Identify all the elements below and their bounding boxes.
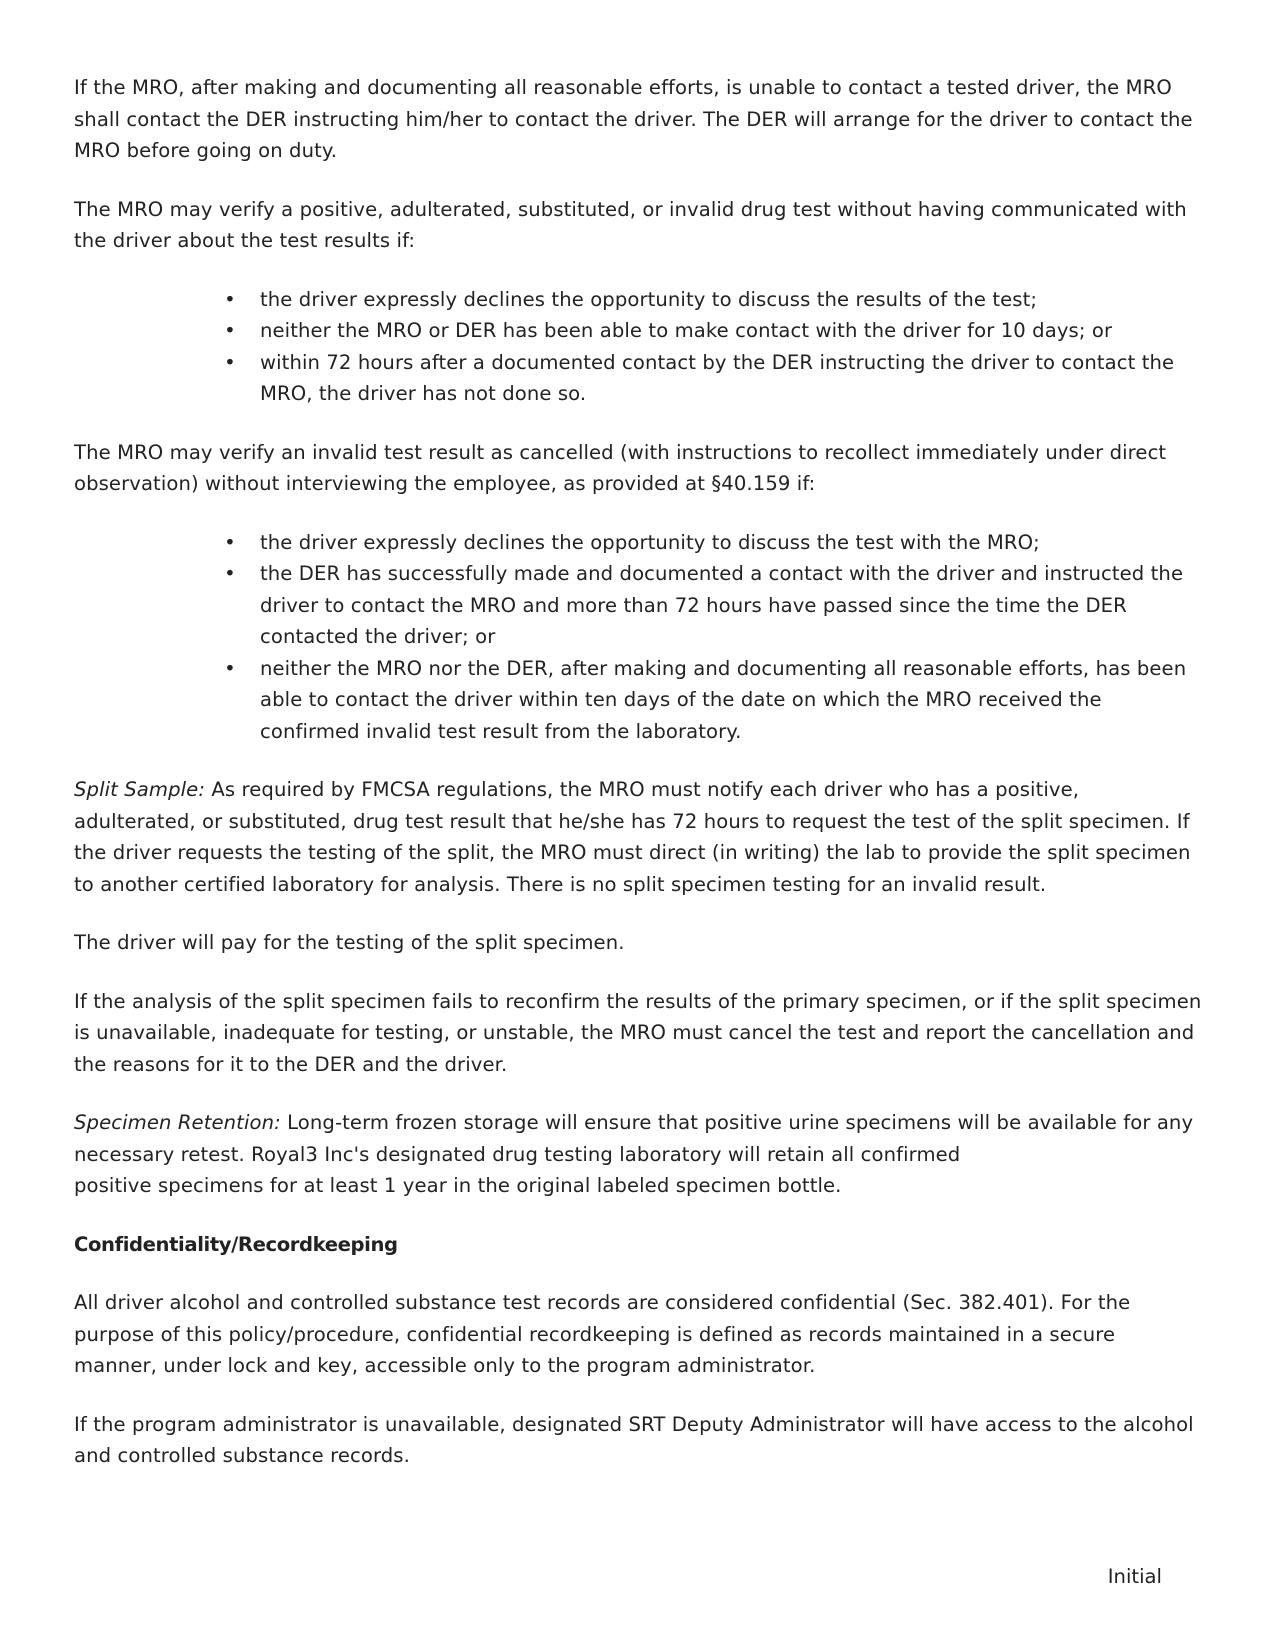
list-item-text: neither the MRO or DER has been able to make contact with the driver for 10 days; or [260, 319, 1113, 342]
list-item [224, 347, 1204, 410]
list-item-text: the DER has successfully made and documented a contact with the driver and instructed the driver to contact the MRO and more than 72 hours have passed since the time the DER contacted the driver; or [260, 562, 1184, 648]
list-item-text: the driver expressly declines the opportunity to discuss the results of the test; [260, 287, 1038, 311]
specimen-retention-text-continued: positive specimens for at least 1 year in the original labeled specimen bottle. [74, 1174, 842, 1197]
list-verify-invalid-conditions [74, 527, 1204, 748]
list-item-text: the driver expressly declines the opportunity to discuss the test with the MRO; [260, 530, 1040, 554]
bullet-icon: • [224, 287, 236, 311]
bullet-icon: • [224, 656, 236, 680]
document-body [74, 72, 1204, 1499]
paragraph-confidential-records: All driver alcohol and controlled substance test records are considered confidential (Sec. 382.401). For the purpose of this policy/procedure, confidential recordkeeping is defined as records maintained in a secure manner, under lock and key, accessible only to the program administrator. [74, 1291, 1131, 1377]
paragraph-split-sample [74, 774, 1204, 900]
split-sample-label: Split Sample: [74, 778, 206, 801]
specimen-retention-label: Specimen Retention: [74, 1111, 281, 1134]
list-item-text: within 72 hours after a documented contact by the DER instructing the driver to contact the MRO, the driver has not done so. [260, 350, 1175, 405]
paragraph-verify-invalid: The MRO may verify an invalid test result as cancelled (with instructions to recollect immediately under direct observation) without interviewing the employee, as provided at §40.159 if: [74, 440, 1167, 495]
bullet-icon: • [224, 319, 236, 342]
paragraph-deputy-access: If the program administrator is unavailable, designated SRT Deputy Administrator will have access to the alcohol and controlled substance records. [74, 1412, 1194, 1467]
split-sample-text: As required by FMCSA regulations, the MRO must notify each driver who has a positive, adulterated, or substituted, drug test result that he/she has 72 hours to request the test of the split specimen. If the driver requests the testing of the split, the MRO must direct (in writing) the lab to provide the split specimen to another certified laboratory for analysis. There is no split specimen testing for an invalid result. [74, 778, 1191, 896]
bullet-icon: • [224, 530, 236, 554]
list-item [224, 284, 1204, 316]
bullet-icon: • [224, 350, 236, 374]
list-item [224, 527, 1204, 559]
initial-label: Initial [1107, 1565, 1162, 1588]
list-item [224, 315, 1204, 347]
paragraph-verify-positive: The MRO may verify a positive, adulterated, substituted, or invalid drug test without having communicated with the driver about the test results if: [74, 197, 1187, 252]
paragraph-mro-contact: If the MRO, after making and documenting all reasonable efforts, is unable to contact a tested driver, the MRO shall contact the DER instructing him/her to contact the driver. The DER will arrange for the driver to contact the MRO before going on duty. [74, 76, 1193, 162]
list-item-text: neither the MRO nor the DER, after making and documenting all reasonable efforts, has been able to contact the driver within ten days of the date on which the MRO received the confirmed invalid test result from the laboratory. [260, 656, 1187, 743]
paragraph-split-payment: The driver will pay for the testing of the split specimen. [74, 931, 625, 954]
bullet-icon: • [224, 562, 236, 585]
list-verify-positive-conditions [74, 284, 1204, 410]
heading-confidentiality: Confidentiality/Recordkeeping [74, 1232, 398, 1256]
specimen-retention-text: Long-term frozen storage will ensure that positive urine specimens will be available for any necessary retest. Royal3 Inc's designated drug testing laboratory will retain all confirmed [74, 1111, 1194, 1166]
list-item [224, 558, 1204, 653]
paragraph-specimen-retention [74, 1107, 1204, 1202]
list-item [224, 653, 1204, 748]
paragraph-split-analysis: If the analysis of the split specimen fails to reconfirm the results of the primary specimen, or if the split specimen is unavailable, inadequate for testing, or unstable, the MRO must cancel the test and report the cancellation and the reasons for it to the DER and the driver. [74, 989, 1202, 1076]
